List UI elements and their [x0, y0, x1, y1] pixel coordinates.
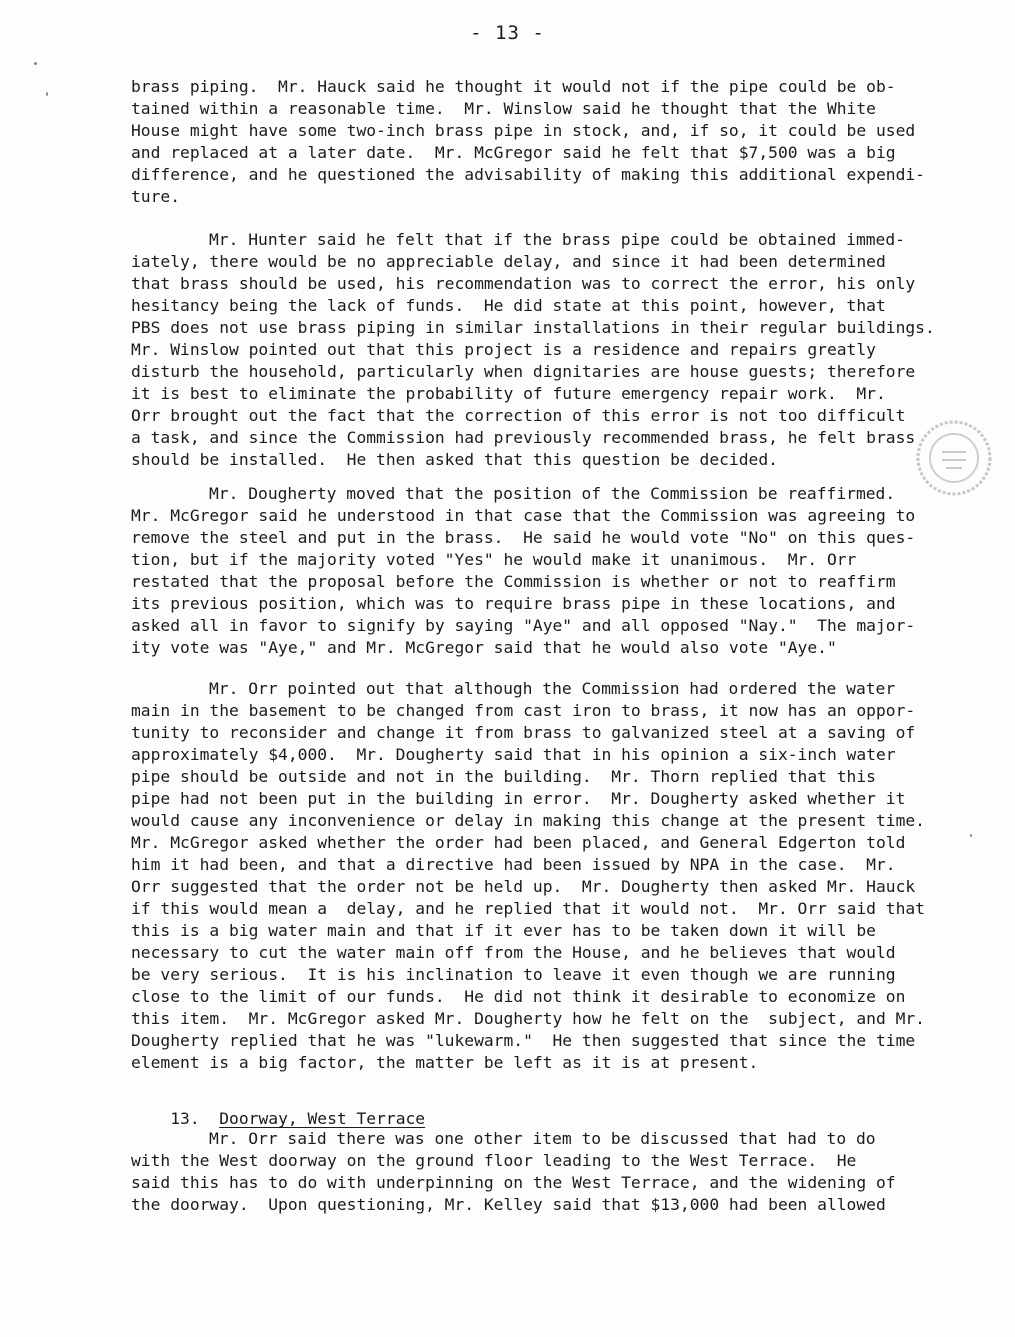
text-line: be very serious. It is his inclination to leave it even though we are running	[131, 965, 896, 984]
text-line: that brass should be used, his recommendation was to correct the error, his only	[131, 274, 916, 293]
text-line: hesitancy being the lack of funds. He did state at this point, however, that	[131, 296, 886, 315]
text-line: said this has to do with underpinning on the West Terrace, and the widening of	[131, 1173, 896, 1192]
text-line: him it had been, and that a directive had been issued by NPA in the case. Mr.	[131, 855, 896, 874]
text-line: restated that the proposal before the Commission is whether or not to reaffirm	[131, 572, 896, 591]
text-line: a task, and since the Commission had previously recommended brass, he felt brass	[131, 428, 916, 447]
text-line: Orr suggested that the order not be held up. Mr. Dougherty then asked Mr. Hauck	[131, 877, 916, 896]
archive-stamp-icon	[912, 416, 996, 500]
text-line: difference, and he questioned the advisability of making this additional expendi-	[131, 165, 925, 184]
text-line: House might have some two-inch brass pipe in stock, and, if so, it could be used	[131, 121, 916, 140]
text-line: Mr. McGregor asked whether the order had been placed, and General Edgerton told	[131, 833, 906, 852]
page-number: - 13 -	[470, 22, 545, 44]
text-line: should be installed. He then asked that this question be decided.	[131, 450, 778, 469]
text-line: Mr. Dougherty moved that the position of the Commission be reaffirmed.	[209, 484, 896, 503]
text-line: if this would mean a delay, and he replied that it would not. Mr. Orr said that	[131, 899, 925, 918]
text-line: approximately $4,000. Mr. Dougherty said that in his opinion a six-inch water	[131, 745, 896, 764]
text-line: pipe should be outside and not in the building. Mr. Thorn replied that this	[131, 767, 876, 786]
text-line: ture.	[131, 187, 181, 206]
text-line: tunity to reconsider and change it from brass to galvanized steel at a saving of	[131, 723, 916, 742]
text-line: ity vote was "Aye," and Mr. McGregor said that he would also vote "Aye."	[131, 638, 837, 657]
text-line: Mr. Orr pointed out that although the Commission had ordered the water	[209, 679, 896, 698]
text-line: this item. Mr. McGregor asked Mr. Dougherty how he felt on the subject, and Mr.	[131, 1009, 925, 1028]
text-line: Mr. McGregor said he understood in that case that the Commission was agreeing to	[131, 506, 916, 525]
text-line: Orr brought out the fact that the correction of this error is not too difficult	[131, 406, 906, 425]
text-line: pipe had not been put in the building in error. Mr. Dougherty asked whether it	[131, 789, 906, 808]
text-line: the doorway. Upon questioning, Mr. Kelley said that $13,000 had been allowed	[131, 1195, 886, 1214]
text-line: with the West doorway on the ground floor leading to the West Terrace. He	[131, 1151, 857, 1170]
section-title: Doorway, West Terrace	[219, 1109, 426, 1128]
text-line: main in the basement to be changed from cast iron to brass, it now has an oppor-	[131, 701, 916, 720]
text-line: it is best to eliminate the probability of future emergency repair work. Mr.	[131, 384, 886, 403]
text-line: Mr. Orr said there was one other item to be discussed that had to do	[209, 1129, 876, 1148]
text-line: would cause any inconvenience or delay in making this change at the present time.	[131, 811, 925, 830]
text-line: asked all in favor to signify by saying "Aye" and all opposed "Nay." The major-	[131, 616, 916, 635]
section-number: 13.	[170, 1109, 200, 1128]
text-line: Mr. Winslow pointed out that this project is a residence and repairs greatly	[131, 340, 876, 359]
text-line: element is a big factor, the matter be left as it is at present.	[131, 1053, 759, 1072]
scan-speck	[34, 62, 37, 65]
text-line: Dougherty replied that he was "lukewarm." He then suggested that since the time	[131, 1031, 916, 1050]
scan-speck	[970, 834, 972, 837]
text-line: this is a big water main and that if it ever has to be taken down it will be	[131, 921, 876, 940]
text-line: remove the steel and put in the brass. He said he would vote "No" on this ques-	[131, 528, 916, 547]
text-line: iately, there would be no appreciable delay, and since it had been determined	[131, 252, 886, 271]
text-line: and replaced at a later date. Mr. McGregor said he felt that $7,500 was a big	[131, 143, 896, 162]
text-line: disturb the household, particularly when dignitaries are house guests; therefore	[131, 362, 916, 381]
text-line: Mr. Hunter said he felt that if the brass pipe could be obtained immed-	[209, 230, 905, 249]
text-line: tion, but if the majority voted "Yes" he would make it unanimous. Mr. Orr	[131, 550, 857, 569]
text-line: necessary to cut the water main off from the House, and he believes that would	[131, 943, 896, 962]
scan-speck	[46, 92, 48, 96]
text-line: close to the limit of our funds. He did not think it desirable to economize on	[131, 987, 906, 1006]
text-line: PBS does not use brass piping in similar installations in their regular buildings.	[131, 318, 935, 337]
text-line: brass piping. Mr. Hauck said he thought it would not if the pipe could be ob-	[131, 77, 896, 96]
text-line: tained within a reasonable time. Mr. Winslow said he thought that the White	[131, 99, 876, 118]
text-line: its previous position, which was to require brass pipe in these locations, and	[131, 594, 896, 613]
